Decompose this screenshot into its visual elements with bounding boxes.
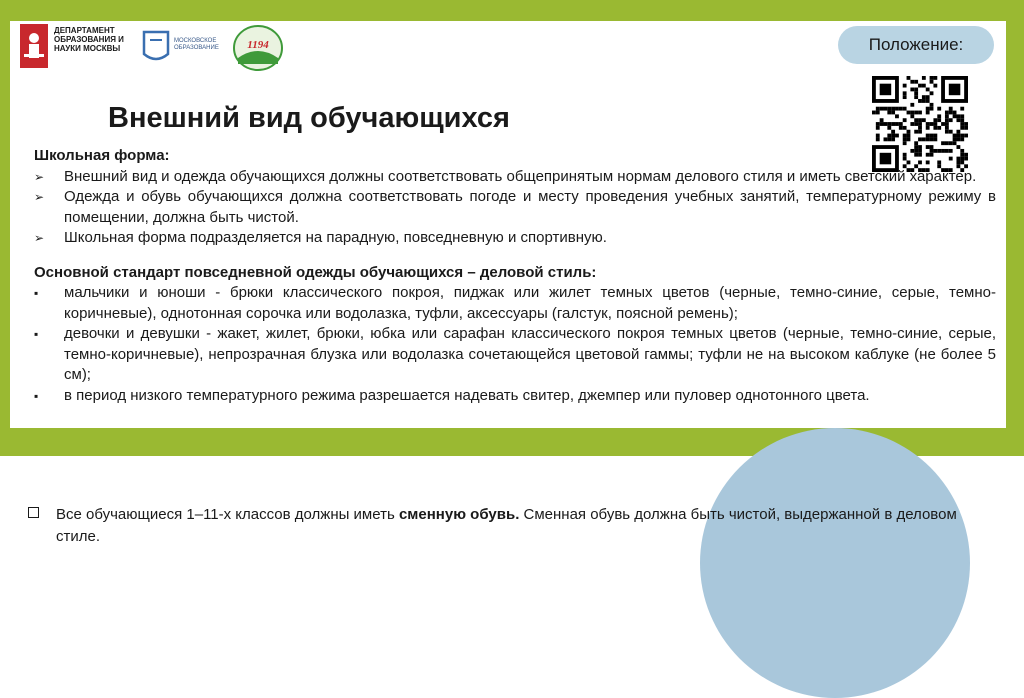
final-note: Все обучающиеся 1–11-х классов должны иметь сменную обувь. Сменная обувь должна быть чистой, выдержанной в деловом стиле. xyxy=(28,504,976,548)
square-bullet-icon: ▪ xyxy=(34,388,39,403)
list-item: ➢ Одежда и обувь обучающихся должна соответствовать погоде и месту проведения учебных занятий, температурному режиму в помещении, должна быть чистой. xyxy=(34,188,996,226)
list-item: ▪ мальчики и юноши - брюки классического покроя, пиджак или жилет темных цветов (черные, темно-синие, серые, темно-коричневые), однотонная сорочка или водолазка, туфли, аксессуары (галстук, поясной ремень); xyxy=(34,284,996,322)
left-band xyxy=(0,0,10,440)
moscow-education-icon xyxy=(140,26,172,66)
decorative-circle xyxy=(700,428,970,698)
school-number: 1194 xyxy=(247,39,269,51)
list-item: ▪ девочки и девушки - жакет, жилет, брюки, юбка или сарафан классического покроя темных цветов (черные, темно-синие, серые, темно-коричневые), непрозрачная блузка или водолазка сочетающейся цветовой гаммы; туфли не на высоком каблуке (не более 5 см); xyxy=(34,325,996,383)
right-band xyxy=(1006,0,1024,440)
final-note-bold: сменную обувь. xyxy=(398,506,520,523)
edu-logo-text: МОСКОВСКОЕ ОБРАЗОВАНИЕ xyxy=(174,38,219,51)
main-content xyxy=(34,146,996,406)
list-item: ➢ Школьная форма подразделяется на парадную, повседневную и спортивную. xyxy=(34,228,996,249)
moscow-crest-icon xyxy=(20,24,48,68)
list-item: ▪ в период низкого температурного режима разрешается надевать свитер, джемпер или пуловер однотонного цвета. xyxy=(34,386,996,407)
section2-heading: Основной стандарт повседневной одежды обучающихся – деловой стиль: xyxy=(34,263,597,281)
school-emblem-icon xyxy=(232,24,284,72)
square-bullet-icon: ▪ xyxy=(34,286,39,300)
page-title: Внешний вид обучающихся xyxy=(108,102,510,134)
square-bullet-icon: ▪ xyxy=(34,327,39,341)
checkbox-bullet-icon xyxy=(28,507,39,518)
regulation-button[interactable]: Положение: xyxy=(838,26,994,64)
top-band xyxy=(0,0,1024,21)
arrow-bullet-icon: ➢ xyxy=(34,190,45,204)
list-item: ➢ Внешний вид и одежда обучающихся должны соответствовать общепринятым нормам делового стиля и иметь светский характер. xyxy=(34,167,996,188)
arrow-bullet-icon: ➢ xyxy=(34,231,45,245)
section1-heading: Школьная форма: xyxy=(34,147,170,164)
arrow-bullet-icon: ➢ xyxy=(34,169,45,184)
dept-logo-text: ДЕПАРТАМЕНТ ОБРАЗОВАНИЯ И НАУКИ МОСКВЫ xyxy=(54,26,124,53)
